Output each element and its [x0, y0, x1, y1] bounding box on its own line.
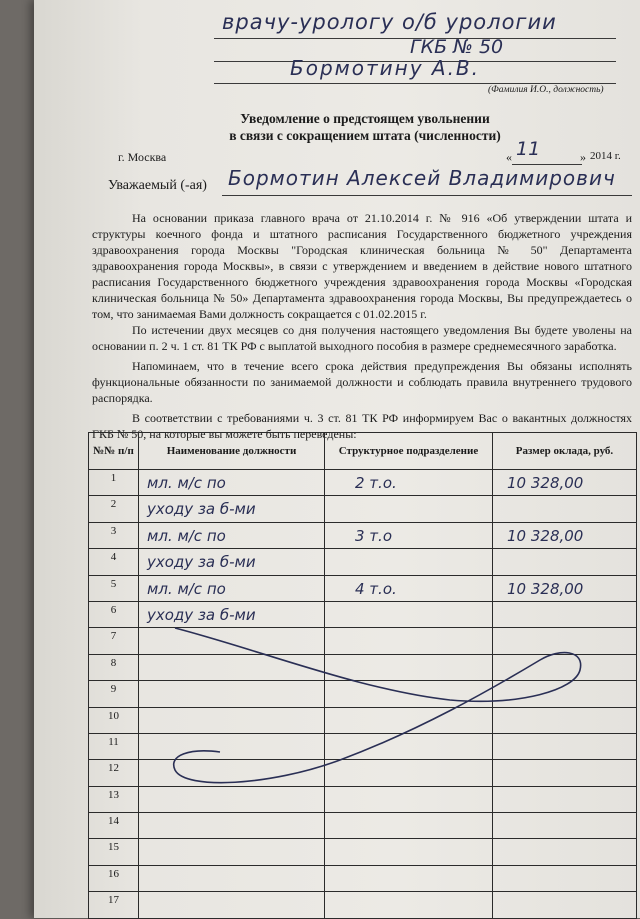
date-day: 11	[516, 138, 541, 160]
row-number: 4	[89, 549, 139, 575]
place: г. Москва	[118, 150, 167, 164]
vacancies-table-wrap	[88, 432, 636, 919]
row-salary-handwriting: 10 328,00	[507, 579, 584, 598]
row-department-handwriting: 3 т.о	[355, 526, 392, 545]
row-position	[139, 839, 325, 865]
row-position	[139, 496, 325, 522]
salutation-underline	[222, 195, 632, 196]
table-row	[89, 549, 637, 575]
row-department	[325, 654, 493, 680]
row-number: 12	[89, 760, 139, 786]
row-position	[139, 786, 325, 812]
row-salary	[493, 654, 637, 680]
table-row	[89, 496, 637, 522]
row-position	[139, 522, 325, 548]
row-number: 3	[89, 522, 139, 548]
date-year: 2014 г.	[590, 150, 621, 162]
row-department	[325, 470, 493, 496]
row-number: 6	[89, 601, 139, 627]
row-position-handwriting: уходу за б-ми	[147, 605, 256, 624]
table-row	[89, 470, 637, 496]
table-row	[89, 522, 637, 548]
table-row	[89, 865, 637, 891]
row-department	[325, 733, 493, 759]
row-number: 11	[89, 733, 139, 759]
row-position	[139, 865, 325, 891]
addressee-line-1: врачу-урологу о/б урологии	[222, 10, 557, 34]
row-position	[139, 733, 325, 759]
row-salary	[493, 601, 637, 627]
row-salary	[493, 733, 637, 759]
row-position	[139, 760, 325, 786]
table-row	[89, 654, 637, 680]
row-salary	[493, 707, 637, 733]
row-salary	[493, 839, 637, 865]
row-department	[325, 839, 493, 865]
row-position-handwriting: мл. м/с по	[147, 579, 226, 598]
table-row	[89, 628, 637, 654]
row-position	[139, 470, 325, 496]
row-position	[139, 681, 325, 707]
row-number: 8	[89, 654, 139, 680]
row-position	[139, 654, 325, 680]
table-row	[89, 707, 637, 733]
salutation-name: Бормотин Алексей Владимирович	[228, 166, 616, 190]
row-salary	[493, 760, 637, 786]
body-text	[92, 210, 632, 442]
row-department	[325, 496, 493, 522]
addressee-line-3: Бормотину А.В.	[290, 56, 481, 80]
row-department	[325, 575, 493, 601]
table-body	[89, 470, 637, 919]
table-row	[89, 733, 637, 759]
date-close-quote: »	[580, 150, 586, 164]
paragraph-3: Напоминаем, что в течение всего срока действия предупреждения Вы обязаны исполнять функциональные обязанности по занимаемой должности и соблюдать правила внутреннего трудового распорядка.	[92, 359, 632, 405]
row-position	[139, 575, 325, 601]
row-position-handwriting: уходу за б-ми	[147, 500, 256, 519]
header-number: №№ п/п	[89, 433, 139, 470]
row-number: 15	[89, 839, 139, 865]
row-department	[325, 549, 493, 575]
table-row	[89, 575, 637, 601]
row-salary	[493, 786, 637, 812]
salutation-label: Уважаемый (-ая)	[108, 178, 207, 193]
row-number: 5	[89, 575, 139, 601]
row-number: 2	[89, 496, 139, 522]
row-department-handwriting: 2 т.о.	[355, 474, 397, 492]
paragraph-1: На основании приказа главного врача от 21.10.2014 г. № 916 «Об утверждении штата и структуры коечного фонда и штатного расписания Государственного бюджетного учреждения здравоохранения города Москвы "Городская клиническая больница № 50" Департамента здравоохранения города Москвы», в связи с утверждением и введением в действие нового штатного расписания Государственного бюджетного учреждения здравоохранения города Москвы «Городская клиническая больница № 50» Департамента здравоохранения города Москвы, Вы предупреждаетесь о том, что занимаемая Вами должность сокращается с 01.02.2015 г.	[92, 211, 632, 321]
row-department	[325, 601, 493, 627]
row-salary-handwriting: 10 328,00	[507, 474, 584, 492]
row-number: 9	[89, 681, 139, 707]
row-salary	[493, 575, 637, 601]
row-salary	[493, 813, 637, 839]
row-position	[139, 601, 325, 627]
row-number: 14	[89, 813, 139, 839]
row-position	[139, 628, 325, 654]
paragraph-4: В соответствии с требованиями ч. 3 ст. 81 ТК РФ информируем Вас о вакантных должностях ГКБ № 50, на которые вы можете быть переведены:	[92, 411, 632, 441]
date-underline	[512, 164, 582, 165]
table-header-row	[89, 433, 637, 470]
row-department	[325, 786, 493, 812]
table-row	[89, 892, 637, 918]
row-salary	[493, 628, 637, 654]
row-position-handwriting: мл. м/с по	[147, 526, 226, 545]
table-row	[89, 760, 637, 786]
row-salary	[493, 865, 637, 891]
row-salary	[493, 549, 637, 575]
row-department	[325, 522, 493, 548]
row-salary	[493, 470, 637, 496]
row-department	[325, 892, 493, 918]
addressee-caption: (Фамилия И.О., должность)	[488, 85, 604, 95]
row-salary	[493, 892, 637, 918]
table-row	[89, 601, 637, 627]
row-number: 16	[89, 865, 139, 891]
row-salary	[493, 496, 637, 522]
row-department-handwriting: 4 т.о.	[355, 579, 397, 598]
row-department	[325, 760, 493, 786]
paragraph-2: По истечении двух месяцев со дня получения настоящего уведомления Вы будете уволены на основании п. 2 ч. 1 ст. 81 ТК РФ с выплатой выходного пособия в размере среднемесячного заработка.	[92, 323, 632, 353]
row-number: 13	[89, 786, 139, 812]
row-salary	[493, 522, 637, 548]
header-salary: Размер оклада, руб.	[493, 433, 637, 470]
header-department: Структурное подразделение	[325, 433, 493, 470]
row-salary-handwriting: 10 328,00	[507, 526, 584, 545]
row-department	[325, 628, 493, 654]
row-position	[139, 813, 325, 839]
row-number: 10	[89, 707, 139, 733]
addressee-line-2: ГКБ № 50	[410, 36, 504, 58]
row-salary	[493, 681, 637, 707]
table-row	[89, 681, 637, 707]
table-row	[89, 786, 637, 812]
row-position-handwriting: мл. м/с по	[147, 474, 226, 492]
row-position-handwriting: уходу за б-ми	[147, 553, 256, 572]
row-department	[325, 865, 493, 891]
table-row	[89, 839, 637, 865]
document-title-line-1: Уведомление о предстоящем увольнении	[240, 111, 490, 126]
row-department	[325, 681, 493, 707]
table-row	[89, 813, 637, 839]
date-open-quote: «	[506, 150, 512, 164]
addressee-underline-3	[214, 83, 616, 84]
row-department	[325, 707, 493, 733]
document-title-line-2: в связи с сокращением штата (численности)	[229, 128, 501, 143]
row-number: 17	[89, 892, 139, 918]
header-position: Наименование должности	[139, 433, 325, 470]
row-position	[139, 707, 325, 733]
row-department	[325, 813, 493, 839]
row-position	[139, 892, 325, 918]
row-position	[139, 549, 325, 575]
row-number: 7	[89, 628, 139, 654]
vacancies-table	[88, 432, 637, 919]
row-number: 1	[89, 470, 139, 496]
